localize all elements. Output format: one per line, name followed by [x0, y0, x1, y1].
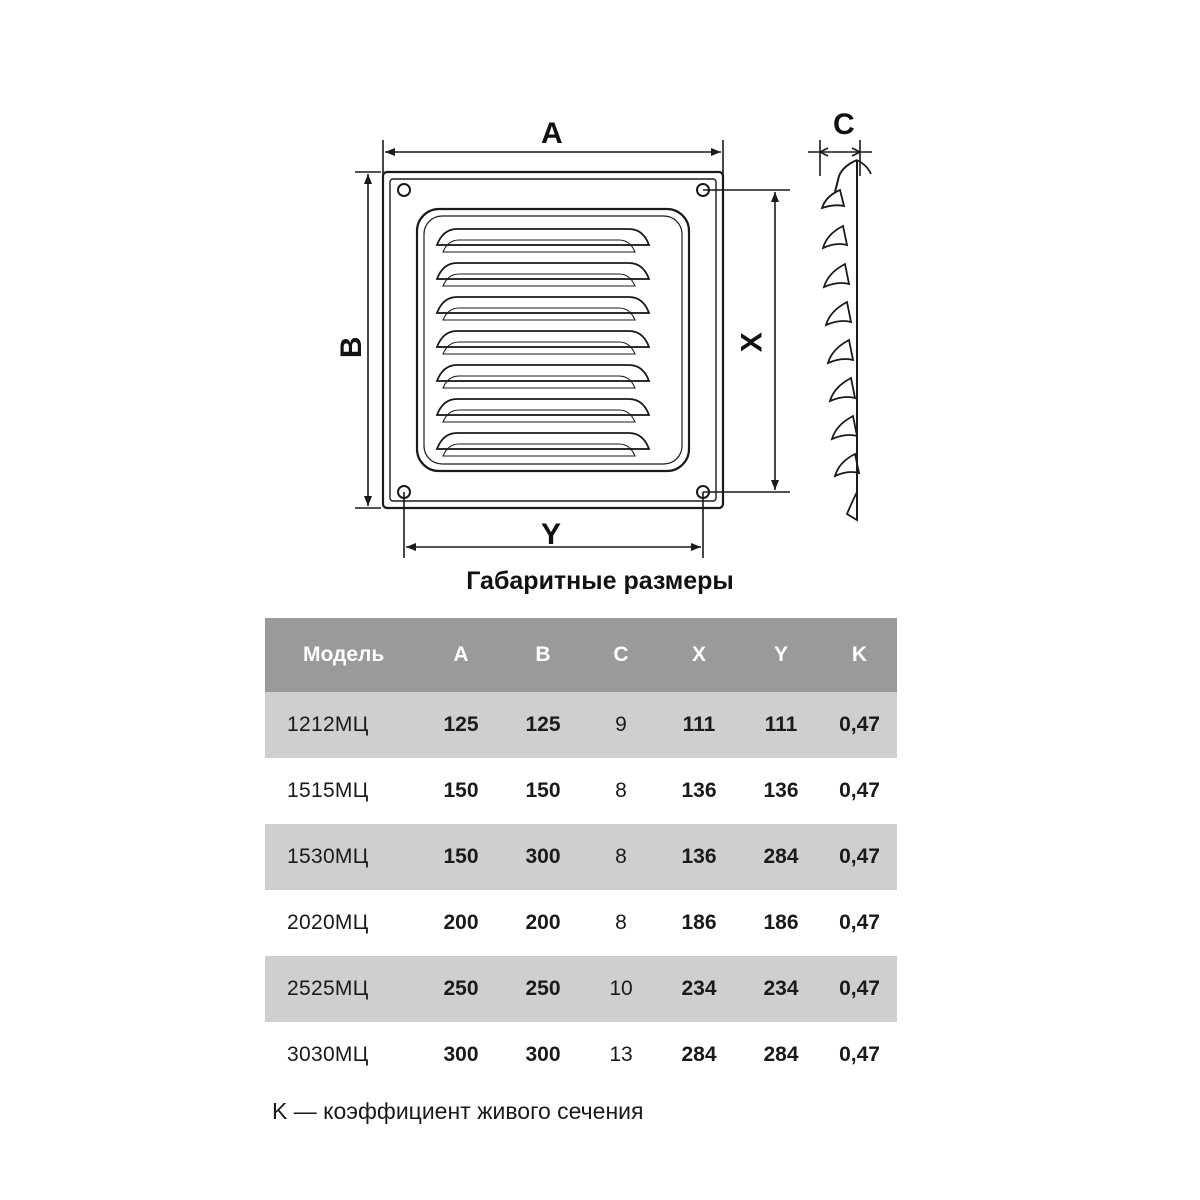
cell-model: 2020МЦ [265, 890, 420, 956]
cell-c: 8 [584, 824, 658, 890]
cell-a: 125 [420, 692, 502, 758]
cell-y: 136 [740, 758, 822, 824]
cell-y: 186 [740, 890, 822, 956]
cell-c: 9 [584, 692, 658, 758]
cell-a: 200 [420, 890, 502, 956]
table-row [265, 692, 897, 758]
cell-y: 111 [740, 692, 822, 758]
column-header-model: Модель [265, 618, 420, 692]
cell-k: 0,47 [822, 758, 897, 824]
cell-c: 8 [584, 890, 658, 956]
cell-a: 300 [420, 1022, 502, 1088]
cell-b: 250 [502, 956, 584, 1022]
table-footnote: K — коэффициент живого сечения [272, 1098, 644, 1124]
dimension-label-a: A [541, 117, 564, 150]
column-header-a: A [420, 618, 502, 692]
cell-model: 1515МЦ [265, 758, 420, 824]
dimension-label-y: Y [541, 518, 562, 551]
column-header-y: Y [740, 618, 822, 692]
cell-x: 111 [658, 692, 740, 758]
cell-a: 250 [420, 956, 502, 1022]
cell-model: 2525МЦ [265, 956, 420, 1022]
cell-c: 13 [584, 1022, 658, 1088]
dimension-label-c: C [833, 108, 856, 141]
cell-a: 150 [420, 758, 502, 824]
cell-b: 150 [502, 758, 584, 824]
cell-x: 136 [658, 758, 740, 824]
dimension-label-b: B [335, 335, 369, 359]
cell-a: 150 [420, 824, 502, 890]
cell-c: 10 [584, 956, 658, 1022]
dimension-label-x: X [735, 331, 769, 353]
cell-k: 0,47 [822, 692, 897, 758]
column-header-b: B [502, 618, 584, 692]
cell-y: 284 [740, 1022, 822, 1088]
side-view-profile [822, 160, 871, 520]
cell-model: 1212МЦ [265, 692, 420, 758]
cell-x: 136 [658, 824, 740, 890]
table-row [265, 1022, 897, 1088]
spec-table-wrapper [265, 618, 897, 1088]
cell-b: 300 [502, 1022, 584, 1088]
cell-b: 300 [502, 824, 584, 890]
cell-model: 3030МЦ [265, 1022, 420, 1088]
cell-b: 125 [502, 692, 584, 758]
column-header-x: X [658, 618, 740, 692]
table-row [265, 890, 897, 956]
cell-x: 234 [658, 956, 740, 1022]
dimension-C [808, 140, 872, 176]
cell-k: 0,47 [822, 956, 897, 1022]
cell-c: 8 [584, 758, 658, 824]
table-row [265, 824, 897, 890]
cell-model: 1530МЦ [265, 824, 420, 890]
cell-x: 284 [658, 1022, 740, 1088]
cell-k: 0,47 [822, 890, 897, 956]
cell-x: 186 [658, 890, 740, 956]
table-row [265, 758, 897, 824]
table-row [265, 956, 897, 1022]
front-view-plate [383, 172, 723, 508]
column-header-c: C [584, 618, 658, 692]
diagram-caption: Габаритные размеры [466, 567, 734, 595]
cell-k: 0,47 [822, 1022, 897, 1088]
cell-b: 200 [502, 890, 584, 956]
cell-y: 284 [740, 824, 822, 890]
column-header-k: K [822, 618, 897, 692]
cell-k: 0,47 [822, 824, 897, 890]
cell-y: 234 [740, 956, 822, 1022]
spec-table [265, 618, 897, 1088]
table-header-row [265, 618, 897, 692]
